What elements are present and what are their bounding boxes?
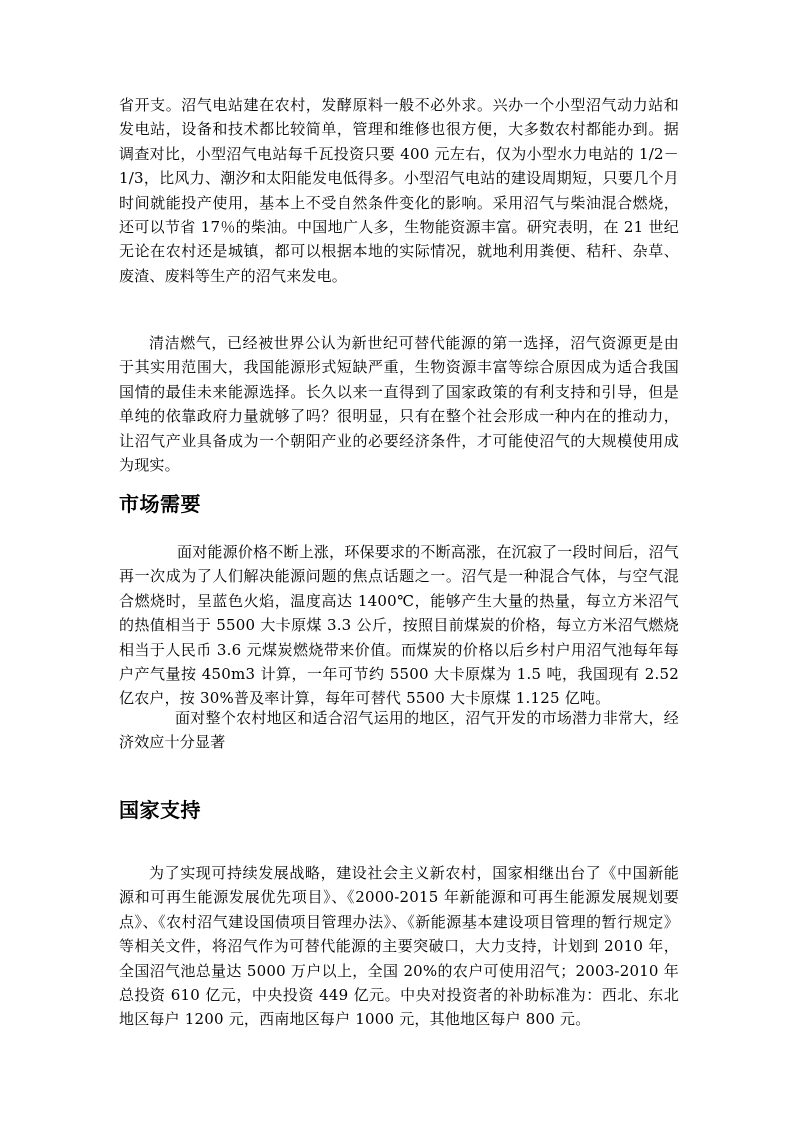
heading-national-support: 国家支持: [119, 798, 201, 822]
paragraph-biogas-power-station: 省开支。沼气电站建在农村，发酵原料一般不必外求。兴办一个小型沼气动力站和发电站，设备和技术都比较简单，管理和维修也很方便，大多数农村都能办到。据调查对比，小型沼气电站每千瓦投资只要 400 元左右，仅为小型水力电站的 1/2－1/3，比风力、潮汐和太阳能发电低得多。小型沼气电站的建设周期短，只要几个月时间就能投产使用，基本上不受自然条件变化的影响。采用沼气与柴油混合燃烧，还可以节省 17％的柴油。中国地广人多，生物能资源丰富。研究表明，在 21 世纪无论在农村还是城镇，都可以根据本地的实际情况，就地利用粪便、秸秆、杂草、废渣、废料等生产的沼气来发电。: [119, 96, 679, 285]
paragraph-policy-support: 为了实现可持续发展战略，建设社会主义新农村，国家相继出台了《中国新能源和可再生能源发展优先项目》、《2000-2015 年新能源和可再生能源发展规划要点》、《农村沼气建设国债项目管理办法》、《新能源基本建设项目管理的暂行规定》等相关文件，将沼气作为可替代能源的主要突破口，大力支持，计划到 2010 年，全国沼气池总量达 5000 万户以上，全国 20%的农户可使用沼气；2003-2010 年总投资 610 亿元，中央投资 449 亿元。中央对投资者的补助标准为：西北、东北地区每户 1200 元，西南地区每户 1000 元，其他地区每户 800 元。: [119, 864, 679, 1029]
paragraph-energy-prices: 面对能源价格不断上涨，环保要求的不断高涨，在沉寂了一段时间后，沼气再一次成为了人们解决能源问题的焦点话题之一。沼气是一种混合气体，与空气混合燃烧时，呈蓝色火焰，温度高达 1400℃，能够产生大量的热量，每立方米沼气的热值相当于 5500 大卡原煤 3.3 公斤，按照目前煤炭的价格，每立方米沼气燃烧相当于人民币 3.6 元煤炭燃烧带来价值。而煤炭的价格以后乡村户用沼气池每年每户产气量按 450m3 计算，一年可节约 5500 大卡原煤为 1.5 吨，我国现有 2.52 亿农户，按 30%普及率计算，每年可替代 5500 大卡原煤 1.125 亿吨。: [119, 543, 679, 708]
paragraph-market-potential: 面对整个农村地区和适合沼气运用的地区，沼气开发的市场潜力非常大，经济效应十分显著: [119, 709, 679, 752]
paragraph-clean-gas: 清洁燃气，已经被世界公认为新世纪可替代能源的第一选择，沼气资源更是由于其实用范围大，我国能源形式短缺严重，生物资源丰富等综合原因成为适合我国国情的最佳未来能源选择。长久以来一直得到了国家政策的有利支持和引导，但是单纯的依靠政府力量就够了吗？很明显，只有在整个社会形成一种内在的推动力，让沼气产业具备成为一个朝阳产业的必要经济条件，才可能使沼气的大规模使用成为现实。: [119, 334, 679, 475]
heading-market-demand: 市场需要: [119, 492, 201, 516]
